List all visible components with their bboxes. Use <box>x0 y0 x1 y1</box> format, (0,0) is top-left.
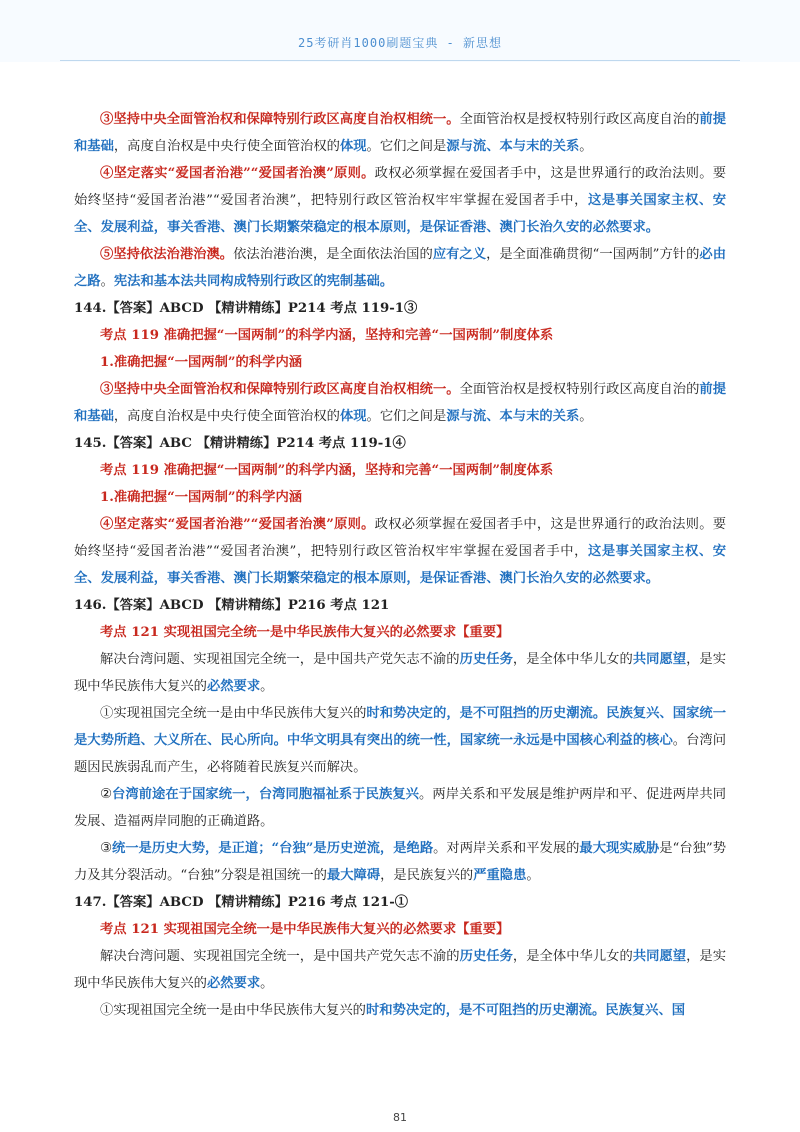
body-paragraph <box>74 943 726 997</box>
text-run: ② <box>100 787 112 802</box>
emphasis-blue-text: 这是事关国家主权、安全、发展利益，事关香港、澳门长期繁荣稳定的根本原则，是保证香港、澳门长治久安的必然要求。 <box>74 544 726 586</box>
text-run: ①实现祖国完全统一是由中华民族伟大复兴的 <box>100 706 367 721</box>
body-paragraph <box>74 106 726 160</box>
answer-heading <box>74 295 726 322</box>
emphasis-blue-text: 源与流、本与末的关系 <box>446 139 580 154</box>
text-run: 。 <box>526 868 540 883</box>
text-run: 解决台湾问题、实现祖国完全统一，是中国共产党矢志不渝的 <box>100 652 460 667</box>
text-run: 。它们之间是 <box>366 409 447 424</box>
text-run: ，是民族复兴的 <box>380 868 474 883</box>
text-run: ，是实现中华民族伟大复兴的 <box>74 949 727 991</box>
text-run: 考点 121 实现祖国完全统一是中华民族伟大复兴的必然要求【重要】 <box>100 922 510 937</box>
text-run: 。 <box>579 409 593 424</box>
text-run: 。两岸关系和平发展是维护两岸和平、促进两岸共同发展、造福两岸同胞的正确道路。 <box>74 787 727 829</box>
emphasis-blue-text: 共同愿望 <box>632 652 687 667</box>
topic-heading <box>74 349 726 376</box>
body-paragraph <box>74 646 726 700</box>
emphasis-blue-text: 前提和基础 <box>74 382 727 424</box>
emphasis-blue-text: 严重隐患 <box>473 868 527 883</box>
body-paragraph <box>74 376 726 430</box>
emphasis-blue-text: 历史任务 <box>459 652 513 667</box>
text-run: ，是全体中华儿女的 <box>512 652 633 667</box>
text-run: ，是全面准确贯彻“一国两制”方针的 <box>486 247 700 262</box>
emphasis-blue-text: 共同愿望 <box>632 949 687 964</box>
body-paragraph <box>74 511 726 592</box>
page-header <box>0 0 800 70</box>
emphasis-blue-text: 台湾前途在于国家统一，台湾同胞福祉系于民族复兴 <box>111 787 420 802</box>
text-run: 147.【答案】ABCD 【精讲精练】P216 考点 121-① <box>74 895 409 910</box>
text-run: 1.准确把握“一国两制”的科学内涵 <box>100 355 303 370</box>
emphasis-blue-text: 必然要求 <box>206 976 261 991</box>
header-band <box>0 0 800 62</box>
text-run: 考点 121 实现祖国完全统一是中华民族伟大复兴的必然要求【重要】 <box>100 625 510 640</box>
answer-heading <box>74 889 726 916</box>
header-title: 25考研肖1000刷题宝典 - 新思想 <box>297 36 503 50</box>
text-run: 145.【答案】ABC 【精讲精练】P214 考点 119-1④ <box>74 436 406 451</box>
topic-heading <box>74 322 726 349</box>
text-run: 全面管治权是授权特别行政区高度自治的 <box>459 382 700 397</box>
emphasis-blue-text: 源与流、本与末的关系 <box>446 409 580 424</box>
text-run: ，是实现中华民族伟大复兴的 <box>74 652 727 694</box>
text-run: 。 <box>260 976 274 991</box>
text-run: 1.准确把握“一国两制”的科学内涵 <box>100 490 303 505</box>
emphasis-blue-text: 必然要求 <box>206 679 261 694</box>
text-run: ③ <box>100 841 112 856</box>
emphasis-red-text: ⑤坚持依法治港治澳。 <box>100 247 234 262</box>
text-run: ，高度自治权是中央行使全面管治权的 <box>113 139 340 154</box>
text-run: 政权必须掌握在爱国者手中，这是世界通行的政治法则。要始终坚持“爱国者治港”“爱国者治澳”，把特别行政区管治权牢牢掌握在爱国者手中， <box>74 166 727 208</box>
text-run: 。 <box>260 679 274 694</box>
answer-heading <box>74 592 726 619</box>
answer-heading <box>74 430 726 457</box>
text-run: 。 <box>100 274 114 289</box>
text-run: 考点 119 准确把握“一国两制”的科学内涵，坚持和完善“一国两制”制度体系 <box>100 328 554 343</box>
text-run: 依法治港治澳，是全面依法治国的 <box>233 247 433 262</box>
topic-heading <box>74 484 726 511</box>
emphasis-blue-text: 统一是历史大势，是正道；“台独”是历史逆流，是绝路 <box>111 841 434 856</box>
emphasis-blue-text: 时和势决定的，是不可阻挡的历史潮流。民族复兴、国家统一是大势所趋、大义所在、民心所向。中华文明具有突出的统一性，国家统一永远是中国核心利益的核心 <box>74 706 727 748</box>
emphasis-blue-text: 最大障碍 <box>326 868 381 883</box>
text-run: 是“台独”势力及其分裂活动。“台独”分裂是祖国统一的 <box>74 841 727 883</box>
emphasis-blue-text: 时和势决定的，是不可阻挡的历史潮流。民族复兴、国 <box>365 1003 686 1018</box>
emphasis-blue-text: 宪法和基本法共同构成特别行政区的宪制基础。 <box>113 274 394 289</box>
topic-heading <box>74 619 726 646</box>
emphasis-blue-text: 体现 <box>339 409 367 424</box>
body-paragraph <box>74 997 726 1024</box>
emphasis-blue-text: 这是事关国家主权、安全、发展利益，事关香港、澳门长期繁荣稳定的根本原则，是保证香港、澳门长治久安的必然要求。 <box>74 193 726 235</box>
emphasis-blue-text: 体现 <box>339 139 367 154</box>
emphasis-blue-text: 最大现实威胁 <box>579 841 660 856</box>
text-run: 解决台湾问题、实现祖国完全统一，是中国共产党矢志不渝的 <box>100 949 460 964</box>
text-run: 144.【答案】ABCD 【精讲精练】P214 考点 119-1③ <box>74 301 418 316</box>
body-paragraph <box>74 781 726 835</box>
text-run: 。台湾问题因民族弱乱而产生，必将随着民族复兴而解决。 <box>74 733 727 775</box>
text-run: 考点 119 准确把握“一国两制”的科学内涵，坚持和完善“一国两制”制度体系 <box>100 463 554 478</box>
emphasis-red-text: ④坚定落实“爱国者治港”“爱国者治澳”原则。 <box>100 166 375 181</box>
header-rule <box>60 60 740 61</box>
page-number: 81 <box>393 1111 407 1124</box>
body-paragraph <box>74 835 726 889</box>
text-run: 146.【答案】ABCD 【精讲精练】P216 考点 121 <box>74 598 390 613</box>
emphasis-red-text: ④坚定落实“爱国者治港”“爱国者治澳”原则。 <box>100 517 375 532</box>
text-run: 。对两岸关系和平发展的 <box>433 841 580 856</box>
text-run: ，是全体中华儿女的 <box>512 949 633 964</box>
emphasis-blue-text: 历史任务 <box>459 949 513 964</box>
body-paragraph <box>74 160 726 241</box>
text-run: ①实现祖国完全统一是由中华民族伟大复兴的 <box>100 1003 366 1018</box>
document-body <box>74 106 726 1024</box>
text-run: 全面管治权是授权特别行政区高度自治的 <box>459 112 700 127</box>
text-run: ，高度自治权是中央行使全面管治权的 <box>113 409 340 424</box>
topic-heading <box>74 916 726 943</box>
emphasis-red-text: ③坚持中央全面管治权和保障特别行政区高度自治权相统一。 <box>100 382 460 397</box>
text-run: 。它们之间是 <box>366 139 447 154</box>
emphasis-blue-text: 前提和基础 <box>74 112 727 154</box>
emphasis-blue-text: 应有之义 <box>432 247 487 262</box>
body-paragraph <box>74 241 726 295</box>
text-run: 。 <box>579 139 593 154</box>
emphasis-red-text: ③坚持中央全面管治权和保障特别行政区高度自治权相统一。 <box>100 112 460 127</box>
topic-heading <box>74 457 726 484</box>
emphasis-blue-text: 必由之路 <box>74 247 726 289</box>
text-run: 政权必须掌握在爱国者手中，这是世界通行的政治法则。要始终坚持“爱国者治港”“爱国者治澳”，把特别行政区管治权牢牢掌握在爱国者手中， <box>74 517 727 559</box>
body-paragraph <box>74 700 726 781</box>
